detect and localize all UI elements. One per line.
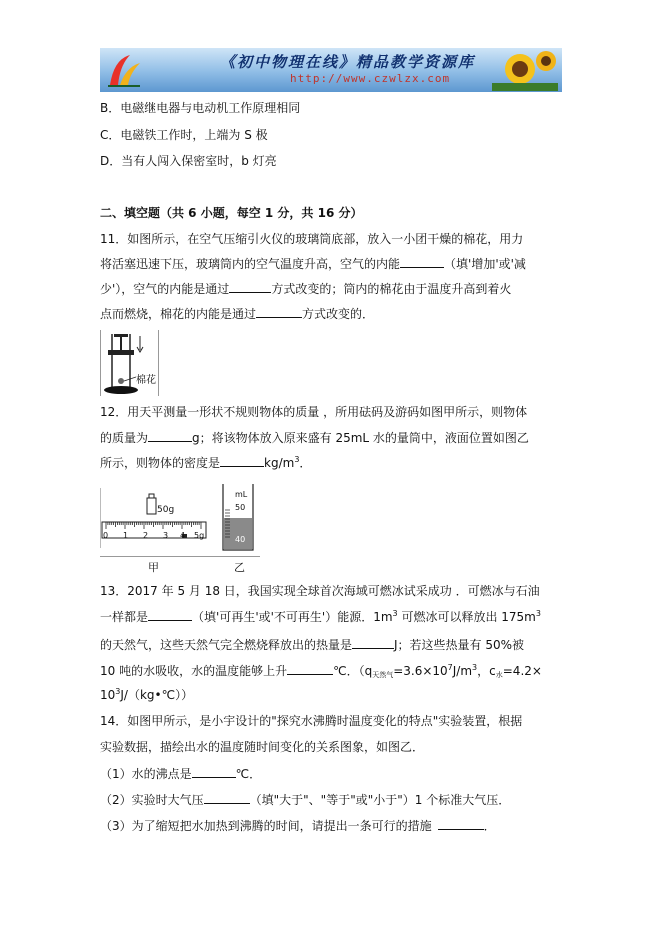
caption-yi: 乙: [234, 561, 245, 574]
scale-num: 1: [123, 531, 129, 540]
scale-num: 4: [180, 531, 186, 540]
scale-num: 3: [163, 531, 169, 540]
q13-l2-text-b: （填'可再生'或'不可再生'）能源．1m: [192, 610, 393, 624]
q11-line-1: 11．如图所示，在空气压缩引火仪的玻璃筒底部，放入一小团干燥的棉花，用力: [100, 232, 524, 246]
cylinder-mark-50: 50: [235, 503, 246, 512]
q14-s3-text-b: ．: [483, 819, 496, 833]
q13-l4-text-e: ，c: [477, 664, 496, 678]
q14-sub-3: [100, 818, 496, 833]
q14-line-1: 14．如图甲所示，是小宇设计的"探究水沸腾时温度变化的特点"实验装置，根据: [100, 714, 523, 728]
q11-l4-text-b: 方式改变的．: [302, 307, 375, 321]
q11-line-2: [100, 256, 526, 271]
q14-s1-text-b: ℃．: [235, 767, 262, 781]
q13-l4-sup2: 3: [472, 663, 478, 672]
q13-l2-text-a: 一样都是: [100, 610, 149, 624]
q14-blank-1[interactable]: [192, 766, 236, 778]
q13-line-5: [100, 688, 193, 702]
q14-s2-text-b: （填"大于"、"等于"或"小于"）1 个标准大气压．: [249, 793, 511, 807]
scale-num: 2: [143, 531, 149, 540]
option-d: D．当有人闯入保密室时，b 灯亮: [100, 154, 277, 168]
q11-l2-text-a: 将活塞迅速下压，玻璃筒内的空气温度升高，空气的内能: [100, 257, 401, 271]
logo-icon: [104, 51, 144, 89]
q14-sub-1: [100, 766, 261, 781]
q13-blank-3[interactable]: [287, 663, 333, 675]
q13-l3-text-a: 的天然气，这些天然气完全燃烧释放出的热量是: [100, 638, 353, 652]
q12-blank-1[interactable]: [148, 430, 192, 442]
q13-l2-text-c: 可燃冰可以释放出 175m: [397, 610, 536, 624]
q12-l3-sup: 3: [294, 455, 300, 464]
q12-l2-text-b: g；将该物体放入原来盛有 25mL 水的量筒中，液面位置如图乙: [192, 431, 529, 445]
q14-sub-2: [100, 792, 510, 807]
q13-l3-text-b: J；若这些热量有 50%被: [394, 638, 525, 652]
cylinder-unit: mL: [235, 490, 248, 499]
scale-numbers: [100, 531, 208, 543]
q12-l2-text-a: 的质量为: [100, 431, 149, 445]
q11-l4-text-a: 点而燃烧，棉花的内能是通过: [100, 307, 257, 321]
section-heading: 二、填空题（共 6 小题，每空 1 分，共 16 分）: [100, 206, 363, 220]
figure-baseline: [100, 556, 260, 557]
q14-s1-text-a: （1）水的沸点是: [100, 767, 192, 781]
q13-line-3: [100, 637, 524, 652]
q11-blank-3[interactable]: [256, 306, 302, 318]
banner-url: http://www.czwlzx.com: [290, 72, 451, 85]
q13-l4-sub2: 水: [495, 671, 503, 679]
q13-l2-sup2: 3: [535, 609, 541, 618]
q13-l4-text-c: =3.6×10: [393, 664, 448, 678]
q13-line-1: 13．2017 年 5 月 18 日，我国实现全球首次海域可燃冰试采成功 ．可燃冰与石油: [100, 584, 540, 598]
q11-l2-text-b: （填'增加'或'减: [444, 257, 526, 271]
banner-title: 《初中物理在线》精品教学资源库: [220, 53, 476, 71]
q14-s3-text-a: （3）为了缩短把水加热到沸腾的时间，请提出一条可行的措施: [100, 819, 432, 833]
q13-l4-sup: 7: [447, 663, 453, 672]
q13-line-4: [100, 663, 542, 678]
q13-l5-text-a: 10: [100, 688, 116, 702]
q14-s2-text-a: （2）实验时大气压: [100, 793, 204, 807]
sunflower-icon: [492, 49, 558, 91]
q11-blank-2[interactable]: [229, 281, 271, 293]
scale-num: 0: [103, 531, 109, 540]
compression-igniter-figure: [100, 330, 164, 396]
q13-blank-2[interactable]: [352, 637, 394, 649]
q13-l4-text-d: J/m: [452, 664, 473, 678]
q14-blank-2[interactable]: [204, 792, 250, 804]
cylinder-mark-40: 40: [235, 535, 246, 544]
q11-line-3: [100, 281, 511, 296]
q11-line-4: [100, 306, 374, 321]
caption-jia: 甲: [148, 561, 159, 574]
weight-label: 50g: [157, 505, 175, 515]
q12-l3-text-c: ．: [299, 456, 312, 470]
q12-l3-text-a: 所示，则物体的密度是: [100, 456, 221, 470]
q12-line-1: 12．用天平测量一形状不规则物体的质量 ，所用砝码及游码如图甲所示，则物体: [100, 405, 528, 419]
q13-l2-sup: 3: [392, 609, 398, 618]
q13-line-2: [100, 609, 541, 624]
q13-l4-text-f: =4.2×: [502, 664, 542, 678]
q13-l4-text-a: 10 吨的水吸收，水的温度能够上升: [100, 664, 288, 678]
q13-l5-sup: 3: [115, 687, 121, 696]
q12-l3-text-b: kg/m: [264, 456, 295, 470]
q12-line-3: [100, 455, 311, 470]
q13-l5-text-b: J/（kg•℃））: [120, 688, 194, 702]
q11-l3-text-a: 少'），空气的内能是通过: [100, 282, 230, 296]
cotton-label: 棉花: [136, 375, 156, 386]
q13-l4-text-b: ℃．（q: [333, 664, 373, 678]
q12-blank-2[interactable]: [220, 455, 264, 467]
q13-blank-1[interactable]: [148, 609, 192, 621]
q11-l3-text-b: 方式改变的；筒内的棉花由于温度升高到着火: [271, 282, 512, 296]
q11-blank-1[interactable]: [400, 256, 444, 268]
header-banner: [100, 48, 562, 92]
option-b: B．电磁继电器与电动机工作原理相同: [100, 101, 301, 115]
q14-line-2: 实验数据，描绘出水的温度随时间变化的关系图象，如图乙．: [100, 740, 425, 754]
q12-line-2: [100, 430, 529, 445]
q14-blank-3[interactable]: [438, 818, 484, 830]
option-c: C．电磁铁工作时，上端为 S 极: [100, 128, 268, 142]
q13-l4-sub: 天然气: [372, 671, 394, 679]
scale-num: 5g: [194, 531, 205, 540]
